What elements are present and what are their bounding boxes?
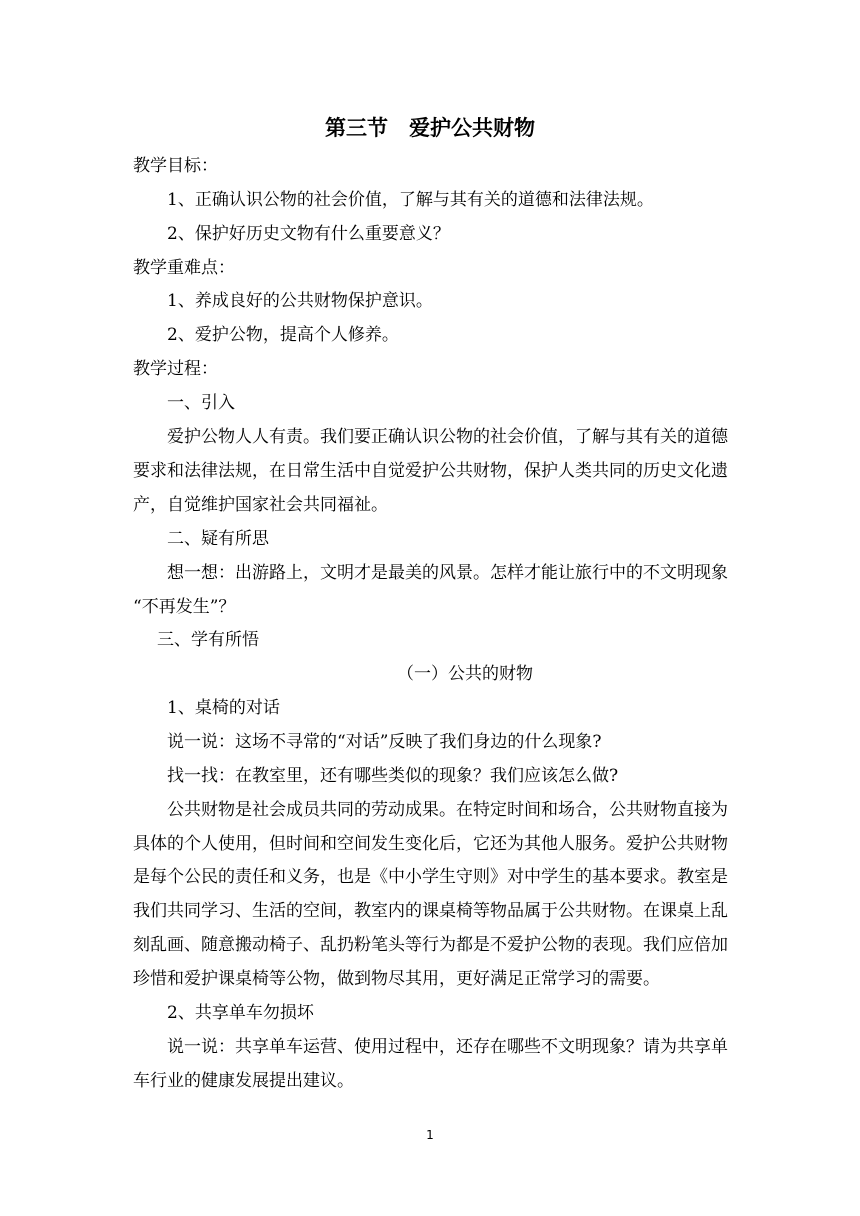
intro-paragraph-line: 产，自觉维护国家社会共同福祉。: [133, 495, 388, 515]
goals-heading: 教学目标：: [133, 156, 218, 176]
keypoint-item: 2、爱护公物，提高个人修养。: [167, 325, 399, 345]
process-heading: 教学过程：: [133, 359, 218, 379]
property-paragraph-line: 刻乱画、随意搬动椅子、乱扔粉笔头等行为都是不爱护公物的表现。我们应倍加: [133, 935, 728, 955]
goal-item: 2、保护好历史文物有什么重要意义？: [167, 224, 450, 244]
keypoint-item: 1、养成良好的公共财物保护意识。: [167, 291, 433, 311]
intro-paragraph-line: 要求和法律法规，在日常生活中自觉爱护公共财物，保护人类共同的历史文化遗: [133, 461, 728, 481]
desk-find-prompt: 找一找：在教室里，还有哪些类似的现象？我们应该怎么做?: [167, 766, 619, 786]
property-paragraph-line: 公共财物是社会成员共同的劳动成果。在特定时间和场合，公共财物直接为: [167, 800, 728, 820]
bike-say-prompt-line: 说一说：共享单车运营、使用过程中，还存在哪些不文明现象？请为共享单: [167, 1037, 728, 1057]
section-heading-think: 二、疑有所思: [167, 529, 269, 549]
think-paragraph-line: 想一想：出游路上，文明才是最美的风景。怎样才能让旅行中的不文明现象: [167, 563, 728, 583]
section-heading-intro: 一、引入: [167, 393, 235, 413]
property-paragraph-line: 珍惜和爱护课桌椅等公物，做到物尽其用，更好满足正常学习的需要。: [133, 969, 660, 989]
section-heading-learn: 三、学有所悟: [157, 630, 259, 650]
bike-say-prompt-line: 车行业的健康发展提出建议。: [133, 1071, 354, 1091]
property-paragraph-line: 我们共同学习、生活的空间，教室内的课桌椅等物品属于公共财物。在课桌上乱: [133, 901, 728, 921]
think-paragraph-line: “不再发生”？: [133, 597, 236, 617]
desk-say-prompt: 说一说：这场不寻常的“对话”反映了我们身边的什么现象?: [167, 732, 602, 752]
page-number: 1: [426, 1128, 434, 1142]
subsection-heading: （一）公共的财物: [397, 664, 533, 684]
property-paragraph-line: 是每个公民的责任和义务，也是《中小学生守则》对中学生的基本要求。教室是: [133, 867, 728, 887]
page-title: 第三节 爱护公共财物: [325, 116, 535, 140]
item-heading-shared-bike: 2、共享单车勿损坏: [167, 1003, 314, 1023]
goal-item: 1、正确认识公物的社会价值，了解与其有关的道德和法律法规。: [167, 190, 654, 210]
keypoints-heading: 教学重难点：: [133, 258, 235, 278]
intro-paragraph-line: 爱护公物人人有责。我们要正确认识公物的社会价值，了解与其有关的道德: [167, 427, 728, 447]
property-paragraph-line: 具体的个人使用，但时间和空间发生变化后，它还为其他人服务。爱护公共财物: [133, 834, 728, 854]
item-heading-desk-dialogue: 1、桌椅的对话: [167, 698, 280, 718]
